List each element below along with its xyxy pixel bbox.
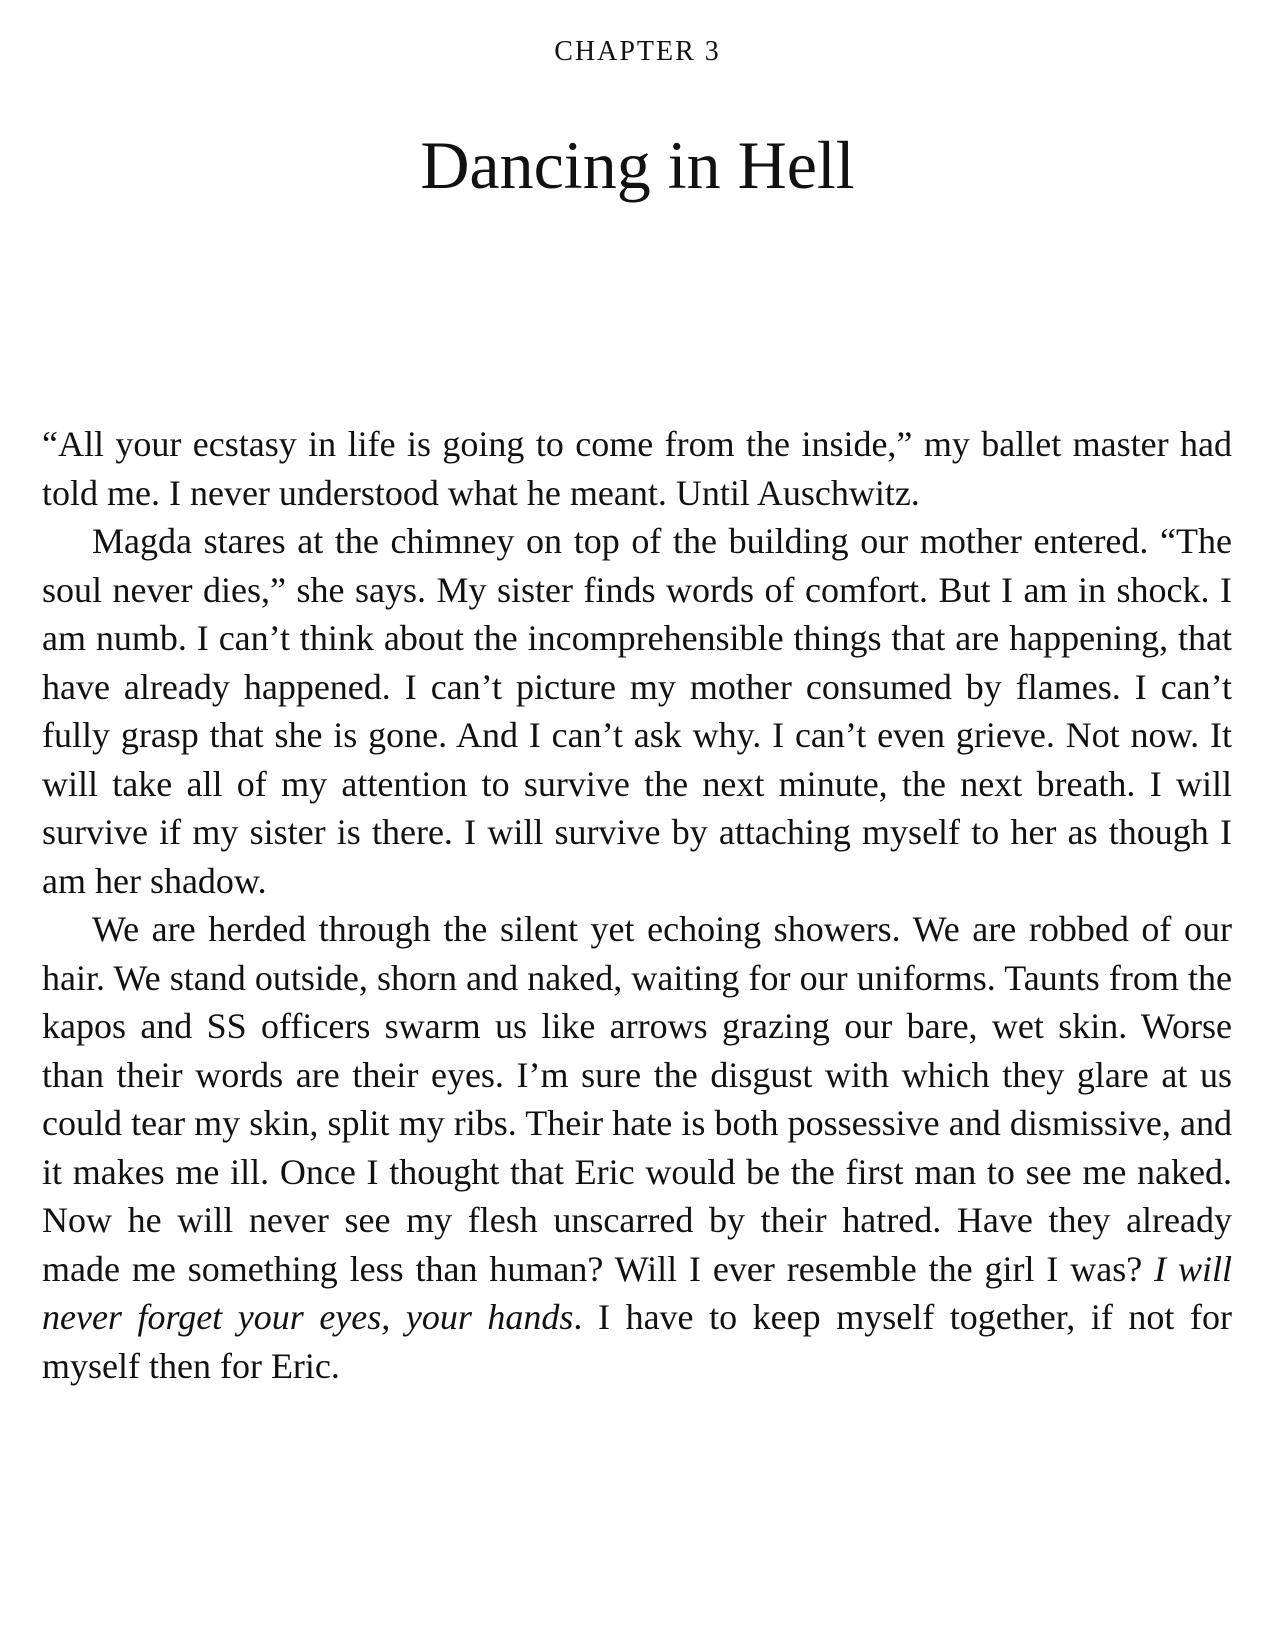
chapter-label: CHAPTER 3 — [554, 36, 721, 67]
paragraph-3 — [42, 905, 1232, 1390]
paragraph-1: “All your ecstasy in life is going to come from the inside,” my ballet master had told me. I never understood what he meant. Until Auschwitz. — [42, 424, 1232, 513]
paragraph-3-text: We are herded through the silent yet echoing showers. We are robbed of our hair. We stand outside, shorn and naked, waiting for our uniforms. Taunts from the kapos and SS officers swarm us like arrows grazing our bare, wet skin. Worse than their words are their eyes. I’m sure the disgust with which they glare at us could tear my skin, split my ribs. Their hate is both possessive and dismissive, and it makes me ill. Once I thought that Eric would be the first man to see me naked. Now he will never see my flesh unscarred by their hatred. Have they already made me something less than human? Will I ever resemble the girl I was? — [42, 909, 1232, 1289]
paragraph-2: Magda stares at the chimney on top of the building our mother entered. “The soul never dies,” she says. My sister finds words of comfort. But I am in shock. I am numb. I can’t think about the incomprehensible things that are happening, that have already happened. I can’t picture my mother consumed by flames. I can’t fully grasp that she is gone. And I can’t ask why. I can’t even grieve. Not now. It will take all of my attention to survive the next minute, the next breath. I will survive if my sister is there. I will survive by attaching myself to her as though I am her shadow. — [42, 521, 1232, 901]
paragraph-3-ending: . I have to keep myself together, if not for myself then for Eric. — [42, 1297, 1232, 1386]
paragraph-3-italic-quote: I will never forget your eyes, your hands — [42, 1248, 1232, 1337]
chapter-title: Dancing in Hell — [420, 127, 855, 203]
chapter-body — [42, 420, 1232, 1390]
